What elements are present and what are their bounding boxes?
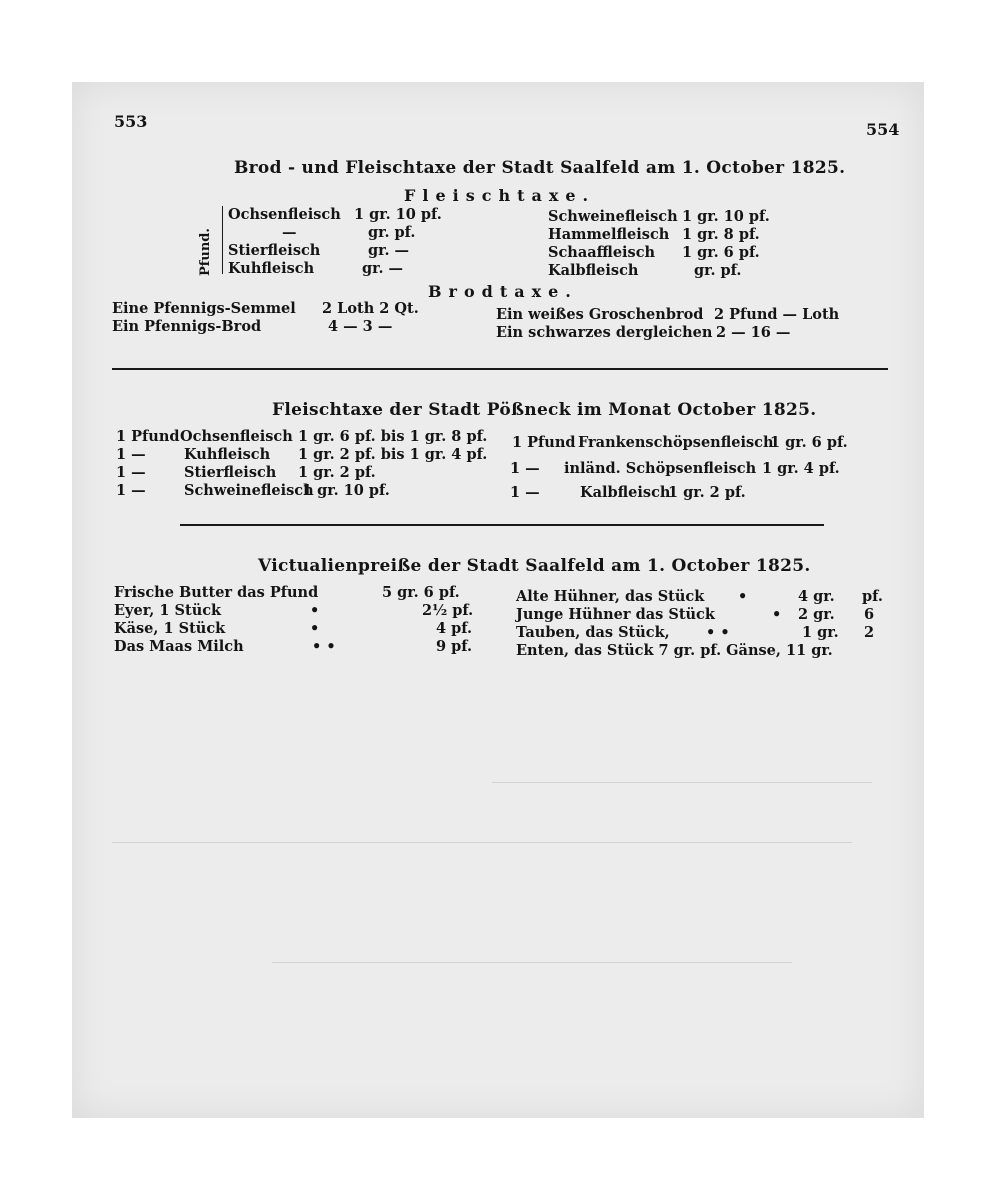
s2-left-item-0: Ochsenfleisch xyxy=(180,428,293,445)
section2-title: Fleischtaxe der Stadt Pößneck im Monat October 1825. xyxy=(272,400,817,420)
s2-right-item-2: Kalbfleisch xyxy=(580,484,671,501)
s3-left-item-2: Käse, 1 Stück xyxy=(114,620,226,637)
unit-label-pfund: Pfund. xyxy=(198,228,213,276)
s3-right-item-1: Junge Hühner das Stück xyxy=(516,606,715,623)
s3-left-price-3: 9 pf. xyxy=(436,638,473,655)
page-number-left: 553 xyxy=(114,112,148,131)
s1-left-price-3: gr. — xyxy=(362,260,404,277)
s3-right-dots-1: • xyxy=(772,606,782,623)
s3-left-dots-2: • xyxy=(310,620,320,637)
s3-right-extra-0: pf. xyxy=(862,588,883,605)
s1-left-price-1: gr. pf. xyxy=(368,224,416,241)
s1-left-item-1: — xyxy=(282,224,297,241)
s1-right-item-1: Hammelfleisch xyxy=(548,226,670,243)
s1-left-price-0: 1 gr. 10 pf. xyxy=(354,206,442,223)
s1-right-price-0: 1 gr. 10 pf. xyxy=(682,208,770,225)
s3-right-item-2: Tauben, das Stück, xyxy=(516,624,670,641)
s2-right-item-1: inländ. Schöpsenfleisch xyxy=(564,460,757,477)
s2-left-price-3: 1 gr. 10 pf. xyxy=(302,482,390,499)
s1-right-price-3: gr. pf. xyxy=(694,262,742,279)
s3-left-item-1: Eyer, 1 Stück xyxy=(114,602,222,619)
page-number-right: 554 xyxy=(866,120,900,139)
s1-brod-right-price-0: 2 Pfund — Loth xyxy=(714,306,840,323)
bracket-line xyxy=(222,206,223,274)
s2-left-price-1: 1 gr. 2 pf. bis 1 gr. 4 pf. xyxy=(298,446,488,463)
s1-brod-right-item-0: Ein weißes Groschenbrod xyxy=(496,306,704,323)
s2-left-item-3: Schweinefleisch xyxy=(184,482,314,499)
s1-right-price-1: 1 gr. 8 pf. xyxy=(682,226,760,243)
brodtaxe-heading: Brodtaxe. xyxy=(428,282,578,301)
s2-left-item-1: Kuhfleisch xyxy=(184,446,271,463)
s2-right-qty-1: 1 — xyxy=(510,460,540,477)
fleischtaxe-heading: Fleischtaxe. xyxy=(404,186,596,205)
s1-left-price-2: gr. — xyxy=(368,242,410,259)
s1-left-item-3: Kuhfleisch xyxy=(228,260,315,277)
s3-right-price-2: 1 gr. xyxy=(802,624,839,641)
s1-brod-left-item-1: Ein Pfennigs-Brod xyxy=(112,318,262,335)
s3-left-price-2: 4 pf. xyxy=(436,620,473,637)
s2-right-price-0: 1 gr. 6 pf. xyxy=(770,434,848,451)
s1-brod-left-price-0: 2 Loth 2 Qt. xyxy=(322,300,419,317)
s3-left-price-1: 2½ pf. xyxy=(422,602,474,619)
s3-right-extra-2: 2 xyxy=(864,624,875,641)
s2-left-qty-0: 1 Pfund xyxy=(116,428,180,445)
s3-left-item-0: Frische Butter das Pfund xyxy=(114,584,319,601)
s1-right-item-3: Kalbfleisch xyxy=(548,262,639,279)
s1-left-item-2: Stierfleisch xyxy=(228,242,321,259)
s2-right-item-0: Frankenschöpsenfleisch xyxy=(578,434,774,451)
s3-right-price-0: 4 gr. xyxy=(798,588,835,605)
s2-left-qty-1: 1 — xyxy=(116,446,146,463)
s3-left-price-0: 5 gr. 6 pf. xyxy=(382,584,460,601)
s3-right-item-0: Alte Hühner, das Stück xyxy=(516,588,705,605)
section-divider xyxy=(180,524,824,526)
s3-left-dots-3: • • xyxy=(312,638,336,655)
section-divider xyxy=(112,368,888,370)
s1-left-item-0: Ochsenfleisch xyxy=(228,206,341,223)
s2-left-price-0: 1 gr. 6 pf. bis 1 gr. 8 pf. xyxy=(298,428,488,445)
s1-right-item-2: Schaaffleisch xyxy=(548,244,656,261)
s2-right-price-1: 1 gr. 4 pf. xyxy=(762,460,840,477)
section1-title: Brod - und Fleischtaxe der Stadt Saalfeld am 1. October 1825. xyxy=(234,158,846,178)
s2-left-item-2: Stierfleisch xyxy=(184,464,277,481)
s1-brod-right-price-1: 2 — 16 — xyxy=(716,324,791,341)
bleed-through-line xyxy=(112,842,852,843)
s3-left-item-3: Das Maas Milch xyxy=(114,638,244,655)
s1-brod-right-item-1: Ein schwarzes dergleichen xyxy=(496,324,713,341)
s2-left-qty-2: 1 — xyxy=(116,464,146,481)
section3-title: Victualienpreiße der Stadt Saalfeld am 1. October 1825. xyxy=(258,556,811,576)
s3-right-dots-0: • xyxy=(738,588,748,605)
s2-left-price-2: 1 gr. 2 pf. xyxy=(298,464,376,481)
bleed-through-line xyxy=(492,782,872,783)
s3-left-dots-1: • xyxy=(310,602,320,619)
s1-right-item-0: Schweinefleisch xyxy=(548,208,678,225)
s3-right-price-1: 2 gr. xyxy=(798,606,835,623)
s1-brod-left-item-0: Eine Pfennigs-Semmel xyxy=(112,300,296,317)
s2-right-qty-2: 1 — xyxy=(510,484,540,501)
s1-right-price-2: 1 gr. 6 pf. xyxy=(682,244,760,261)
s3-right-dots-2: • • xyxy=(706,624,730,641)
s3-right-extra-1: 6 xyxy=(864,606,875,623)
s1-brod-left-price-1: 4 — 3 — xyxy=(328,318,393,335)
scanned-page xyxy=(72,82,924,1118)
s2-right-qty-0: 1 Pfund xyxy=(512,434,576,451)
s3-right-item-3: Enten, das Stück 7 gr. pf. Gänse, 11 gr. xyxy=(516,642,833,659)
s2-left-qty-3: 1 — xyxy=(116,482,146,499)
s2-right-price-2: 1 gr. 2 pf. xyxy=(668,484,746,501)
bleed-through-line xyxy=(272,962,792,963)
